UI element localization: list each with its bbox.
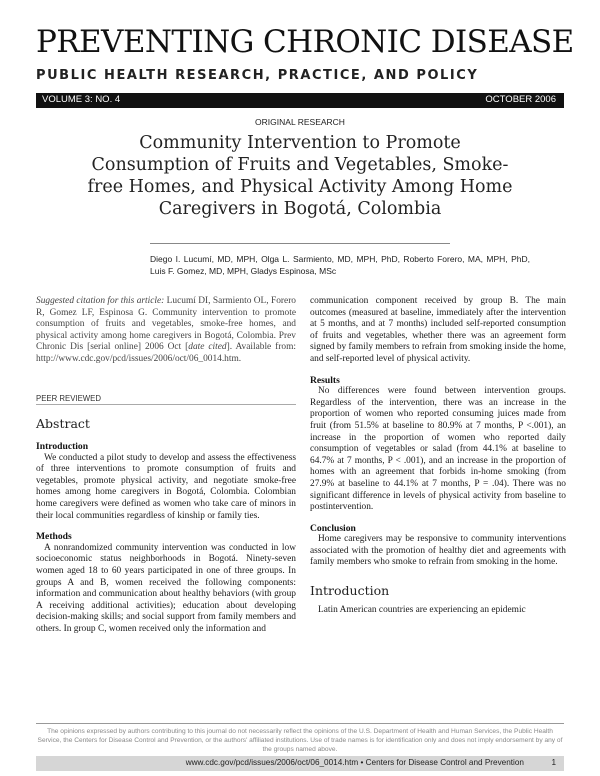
abstract-left-column [36,416,296,636]
citation-url[interactable]: ]. Available from: http://www.cdc.gov/pcd/issues/2006/oct/06_0014.htm. [36,342,296,364]
title-divider [150,243,450,244]
abstract-methods-heading: Methods [36,531,72,543]
article-title: Community Intervention to Promote Consumption of Fruits and Vegetables, Smoke-free Homes, and Physical Activity Among Home Caregivers in Bogotá, Colombia [87,133,513,219]
journal-title: PREVENTING CHRONIC DISEASE [36,24,574,60]
abstract-right-column [310,296,566,616]
abstract-intro-text: We conducted a pilot study to develop and assess the effectiveness of three interventions to promote consumption of fruits and vegetables, promote physical activity, and negotiate smoke-free homes among home caregivers in Bogotá, Colombia. Colombian home caregivers were defined as women who take care of minors in their local communities regardless of kinship or family ties. [36,452,296,521]
issue-bar [36,93,564,108]
footer-url[interactable]: www.cdc.gov/pcd/issues/2006/oct/06_0014.htm • Centers for Disease Control and Prevention [185,758,524,767]
author-list: Diego I. Lucumí, MD, MPH, Olga L. Sarmiento, MD, MPH, PhD, Roberto Forero, MA, MPH, PhD, Luis F. Gomez, MD, MPH, Gladys Espinosa, MSc [150,254,530,276]
abstract-methods-continued: communication component received by group B. The main outcomes (measured at baseline, immediately after the intervention at 5 months, and at 7 months) included self-reported consumption of fruits and vegetables, whether there was an agreement form signed by family members to refrain from smoking inside the home, and self-reported level of physical activity. [310,296,566,364]
footer-divider [36,723,564,724]
journal-tagline: PUBLIC HEALTH RESEARCH, PRACTICE, AND POLICY [36,68,479,83]
citation-lead: Suggested citation for this article: [36,296,165,306]
footer-bar [36,756,564,771]
abstract-conclusion-heading: Conclusion [310,522,356,534]
introduction-heading: Introduction [310,583,390,599]
peer-reviewed-divider [36,404,296,405]
peer-reviewed-label: PEER REVIEWED [36,394,101,403]
suggested-citation [36,296,296,366]
abstract-methods-text: A nonrandomized community intervention was conducted in low socioeconomic status neighborhoods in Bogotá. Ninety-seven women aged 18 to 60 years participated in one of three groups. In groups A and B, women received the following components: information and communication about healthy behaviors (with group A receiving additional activities); education about developing decision-making skills; and social support from family members and others. In group C, women received only the information and [36,542,296,634]
citation-date-cited: date cited [188,342,227,353]
abstract-conclusion-text: Home caregivers may be responsive to community interventions associated with the promotion of healthy diet and agreements with family members who smoke to refrain from smoking in the home. [310,534,566,568]
abstract-results-text: No differences were found between intervention groups. Regardless of the intervention, there was an increase in the proportion of women who reported consuming juices made from fruit (from 51.5% at baseline to 80.9% at 7 months, P <.001), an increase in the proportion of women who reported daily consumption of vegetables or salad (from 44.1% at baseline to 64.7% at 7 months, P < .001), and an increase in the proportion of homes with an agreement that forbids in-home smoking (from 27.9% at baseline to 44.1% at 7 months, P = .04). There was no significant difference in levels of physical activity from baseline to postintervention. [310,386,566,513]
page-number: 1 [551,758,556,767]
abstract-results-heading: Results [310,374,340,386]
abstract-intro-heading: Introduction [36,441,89,452]
introduction-text: Latin American countries are experiencing an epidemic [318,604,526,615]
issue-date: OCTOBER 2006 [485,94,556,105]
issue-volume: VOLUME 3: NO. 4 [42,94,121,105]
citation-text: Lucumí DI, Sarmiento OL, Forero R, Gomez LF, Espinosa G. Community intervention to promote consumption of fruits and vegetables, smoke-free homes, and physical activity among home caregivers in Bogotá, Colombia. Prev Chronic Dis [serial online] 2006 Oct [ [36,296,296,353]
abstract-heading: Abstract [36,416,90,431]
footer-disclaimer: The opinions expressed by authors contributing to this journal do not necessarily reflect the opinions of the U.S. Department of Health and Human Services, the Public Health Service, the Centers for Disease Control and Prevention, or the authors' affiliated institutions. Use of trade names is for identification only and does not imply endorsement by any of the groups named above. [37,728,563,753]
article-type: ORIGINAL RESEARCH [255,117,345,127]
